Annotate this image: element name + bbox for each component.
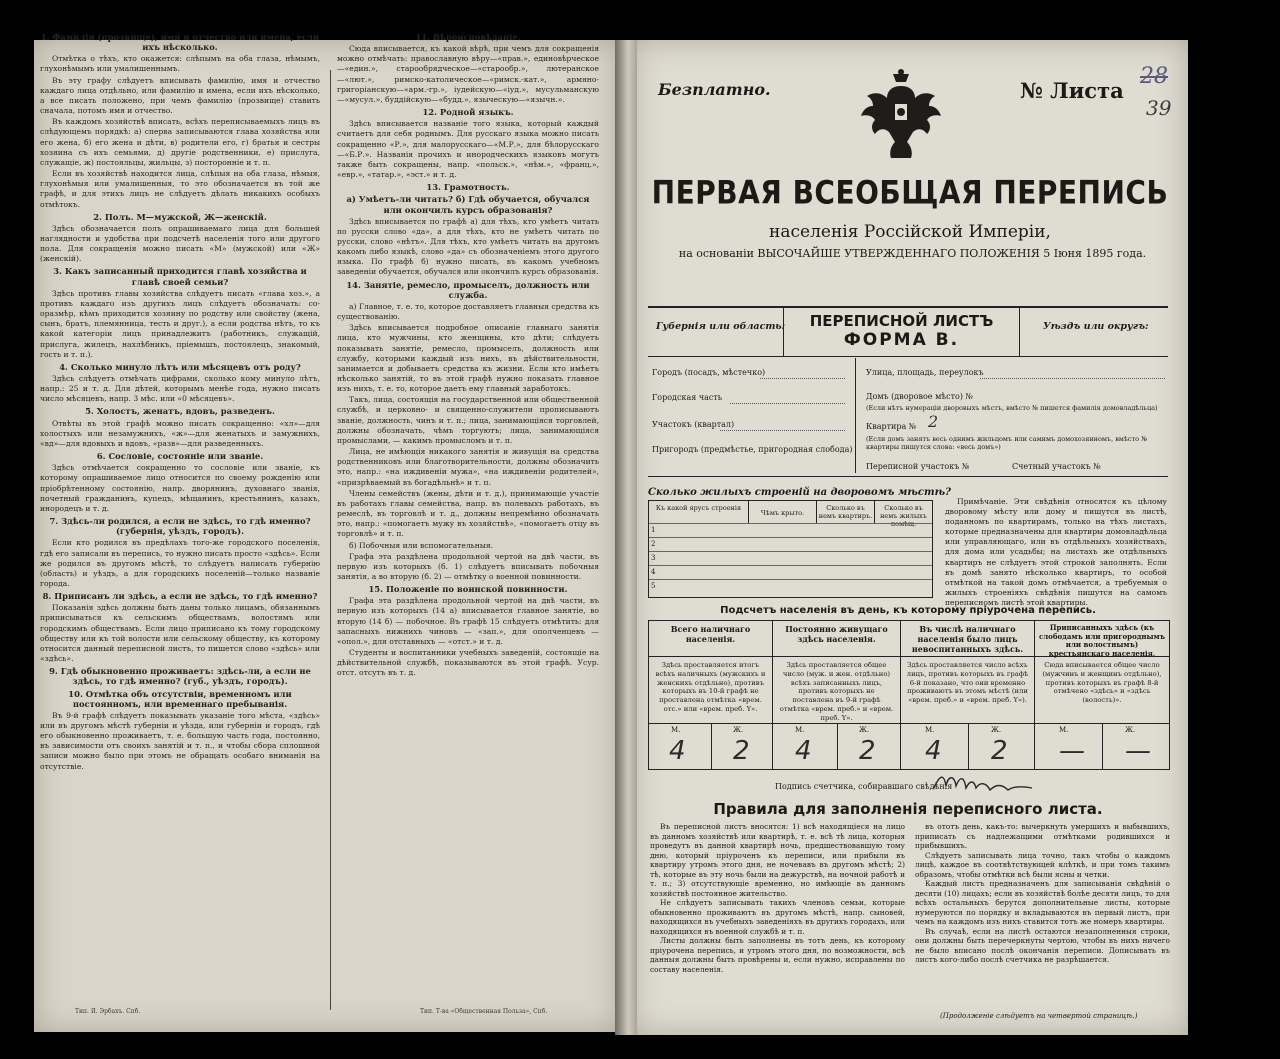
- section-heading: 5. Холостъ, женатъ, вдовъ, разведенъ.: [85, 406, 275, 417]
- paragraph: Здѣсь противъ главы хозяйства слѣдуетъ писать «глава хоз.», а противъ каждаго изъ другихъ лицъ слѣдуетъ обозначать: со-оразмѣр, кѣмъ приходится хозяину по родству или свойству (жена, сынъ, братъ, племянница, тесть и друг.), а если родства нѣтъ, то къ какой категоріи лицъ принадлежитъ (работникъ, служащій, прислуга, жилецъ, нахлѣбникъ, пріемышъ, постоялецъ, знакомый, гость и т. п.).: [40, 288, 320, 359]
- count-col-body: Здѣсь проставляется общее число (муж. и жен. отдѣльно) всѣхъ записанныхъ лицъ, противъ которыхъ не поставлена въ 9-й графѣ отмѣтка «врем. преб.» и «врем. преб. Y».: [779, 661, 894, 722]
- section-heading: 4. Сколько минуло лѣтъ или мѣсяцевъ отъ роду?: [59, 361, 301, 372]
- count-col-head: Постоянно живущаго здѣсь населенія.: [773, 621, 900, 657]
- dwell-row: 1: [649, 523, 932, 537]
- section-heading: а) Умѣетъ-ли читать? б) Гдѣ обучается, обучался или окончилъ курсъ образованія?: [346, 194, 590, 215]
- rule-paragraph: Въ переписной листъ вносятся: 1) всѣ находящіеся на лицо въ данномъ хозяйствѣ или квартирѣ, т. е. всѣ тѣ лица, которыя проведутъ въ данной квартирѣ ночь, предшествовавшую тому дню, который пріуроченъ къ переписи, или прибыли въ квартиру утромъ этого дня, не ночевавъ въ другомъ мѣстѣ; 2) тѣ, которые въ эту ночь были на дежурствѣ, на ночной работѣ и т. п.; 3) отсутствующіе временно, но имѣющіе въ данномъ хозяйствѣ постоянное жительство.: [650, 822, 905, 898]
- paragraph: Студенты и воспитанники учебныхъ заведеній, состоящіе на дѣйствительной службѣ, показываются въ этой графѣ. Усур. отст. отсутъ въ т. д.: [337, 648, 599, 678]
- section-heading: 9. Гдѣ обыкновенно проживаетъ: здѣсь-ли, а если не здѣсь, то гдѣ именно? (губ., уѣздъ, городъ).: [49, 666, 311, 687]
- rules-column-2: [915, 822, 1170, 1012]
- field-count-district: Счетный участокъ №: [1012, 462, 1101, 471]
- count-col-registered: [1035, 621, 1169, 769]
- paragraph: Здѣсь вписывается по графѣ а) для тѣхъ, кто умѣетъ читать по русски слово «да», а для тѣхъ, кто не умѣетъ читать по русски, слово «нѣтъ». Для тѣхъ, кто умѣетъ читать на другомъ какомъ либо языкѣ, слово «да» съ обозначеніемъ этого другого языка. По графѣ б) нужно писать, въ какомъ учебномъ заведеніи обучается, обучался или окончилъ курсъ образованія.: [337, 216, 599, 277]
- male-label: М.: [925, 726, 935, 734]
- paragraph: Показанія здѣсь должны быть даны только лицамъ, обязаннымъ приписываться къ сельскимъ обществамъ, волостямъ или городскимъ обществамъ. Если лицо приписано къ тому городскому обществу или къ той волости или сельскому обществу, къ которому относится данный переписной листъ, то пишется слово «здѣсь» или «здѣсь».: [40, 603, 320, 664]
- count-col-present: [649, 621, 773, 769]
- field-apartment-note: (Если домъ занятъ весь однимъ жильцомъ или самимъ домохозяиномъ, вмѣсто № квартиры пишутся слова: «весь домъ»): [866, 435, 1148, 451]
- form-title: ПЕРЕПИСНОЙ ЛИСТЪ: [809, 312, 994, 330]
- count-value-m: 4: [795, 736, 812, 766]
- paragraph: Такъ, лица, состоящія на государственной или общественной службѣ, и церковно- и священно-служители прописываютъ званіе, должность, чинъ и т. п.; лица, занимающіяся торговлей, должны обозначать, чѣмъ торгуютъ; лица, занимающіяся промыслами, — какимъ промысломъ и т. п.: [337, 395, 599, 445]
- paragraph: Въ эту графу слѣдуетъ вписывать фамилію, имя и отчество каждаго лица отдѣльно, или фамилію и имена, если ихъ нѣсколько, а все писать положено, при чемъ фамилію (прозвище) ставить сначала, потомъ имя и отчество.: [40, 75, 320, 116]
- apartment-value: 2: [928, 412, 939, 431]
- rule-paragraph: Листы должны быть заполнены въ тотъ день, къ которому пріурочена перепись, и утромъ этого дня, по возможности, всѣ данныя должны быть провѣрены и, если нужно, исправлены по составу населенія.: [650, 936, 905, 974]
- book-spine: [615, 40, 637, 1035]
- paragraph: Здѣсь слѣдуетъ отмѣчать цифрами, сколько кому минуло лѣтъ, напр.: 25 и т. д. Для дѣтей, которымъ менѣе года, нужно писать число мѣсяцевъ, напр. 3 мѣс. или «0 мѣсяцевъ».: [40, 374, 320, 404]
- imperial-eagle-emblem: [860, 68, 942, 164]
- count-col-head: Приписанныхъ здѣсь (къ слободамъ или пригороднымъ или волостнымъ) крестьянскаго населенія.: [1035, 621, 1169, 657]
- dwell-row: 4: [649, 565, 932, 579]
- section-heading: 12. Родной языкъ.: [422, 107, 514, 118]
- population-count-table: [648, 620, 1170, 770]
- rule-paragraph: въ ототъ день, какъ-то: вычеркнуть умершихъ и выбывшихъ, приписать съ надлежащими отмѣтками родившихся и прибывшихъ.: [915, 822, 1170, 850]
- paragraph: Здѣсь вписывается названіе того языка, который каждый считаетъ для себя роднымъ. Для русскаго языка можно писать сокращенно «Р.», для малорусскаго—«М.Р.», для бѣлорусскаго—«Б.Р.». Названія прочихъ и инородческихъ языковъ могутъ также быть сокращены, напр. «польск.», «нѣм.», «франц.», «евр.», «татар.», «эст.» и т. д.: [337, 119, 599, 180]
- paragraph: Здѣсь вписывается подробное описаніе главнаго занятія лица, кто мужчины, кто женщины, кто дѣти; слѣдуетъ показывать занятіе, ремесло, промыселъ, должность или службу, которыми каждый изъ нихъ, въ дѣйствительности, занимается и добываетъ средства къ жизни. Если кто имѣетъ нѣсколько занятій, то въ этой графѣ нужно показать главное изъ нихъ, т. е. то, которое даетъ ему главный заработокъ.: [337, 323, 599, 394]
- paragraph: Здѣсь отмѣчается сокращенно то сословіе или званіе, къ которому опрашиваемое лицо относится по своему рожденію или пріобрѣтенному состоянію, напр. дворянинъ, духовнаго званія, почетный гражданинъ, купецъ, мѣщанинъ, крестьянинъ, казакъ, инородецъ и т. д.: [40, 463, 320, 513]
- section-heading: 14. Занятіе, ремесло, промыселъ, должность или служба.: [346, 279, 590, 300]
- count-col-resident: [773, 621, 901, 769]
- paragraph: Лица, не имѣющія никакого занятія и живущія на средства родственниковъ или благотворительности, должны обозначить это, напр.: «на иждивеніи мужа», «на иждивеніи родителей», «призрѣваемый въ богадѣльнѣ» и т. п.: [337, 447, 599, 487]
- dwellings-table: [648, 500, 933, 598]
- section-heading: 13. Грамотность.: [426, 182, 510, 193]
- count-col-body: Сюда вписывается общее число (мужчинъ и женщинъ отдѣльно), противъ которыхъ въ графѣ 8-й отмѣчено «здѣсь» и «здѣсь (волость)».: [1042, 661, 1162, 705]
- printer-footer-left: Тип. Я. Эрбахъ. Спб.: [75, 1008, 141, 1015]
- paragraph: б) Побочныя или вспомогательныя.: [349, 540, 494, 550]
- rule-paragraph: Слѣдуетъ записывать лица точно, такъ чтобы о каждомъ лицѣ, каждое въ соотвѣтствующей клѣткѣ, и при томъ такимъ образомъ, чтобы отмѣтки всѣ были ясны и четки.: [915, 850, 1170, 879]
- count-col-transient: [901, 621, 1035, 769]
- rules-column-1: [650, 822, 905, 1012]
- dwell-col-apartments: Сколько въ немъ квартиръ.: [817, 501, 875, 523]
- instructions-column-2: [337, 30, 599, 978]
- census-title: ПЕРВАЯ ВСЕОБЩАЯ ПЕРЕПИСЬ: [651, 173, 1169, 212]
- enumerator-signature: [930, 770, 1040, 796]
- paragraph: Въ 9-й графѣ слѣдуетъ показывать указаніе того мѣста, «здѣсь» или въ другомъ мѣстѣ губерніи и уѣзда, или губерніи и городъ, гдѣ его обыкновенно проживаетъ, т. е. большую часть года, постоянно, въ зависимости отъ своихъ занятій и т. п., и чтобы сбора сплошной записи можно было при этомъ не обращать особаго вниманія на отсутствіе.: [40, 710, 320, 771]
- count-value-f: 2: [859, 736, 876, 766]
- field-street: Улица, площадь, переулокъ: [866, 368, 984, 377]
- paragraph: Здѣсь обозначается полъ опрашиваемаго лица для большей наглядности и удобства при подсчетѣ населенія того или другого пола. Для сокращенія можно писать «М» (мужской) или «Ж» (женскій).: [40, 223, 320, 264]
- uezd-label: Уѣздъ или округъ:: [1043, 321, 1149, 332]
- paragraph: Если въ хозяйствѣ находится лица, слѣпыя на оба глаза, нѣмыя, глухонѣмыя или умалишенныя, то это обозначается въ той же графѣ, и для этихъ лицъ не слѣдуетъ дѣлать никакихъ особыхъ отмѣтокъ.: [40, 169, 320, 209]
- section-heading: 3. Какъ записанный приходится главѣ хозяйства и главѣ своей семьи?: [53, 266, 307, 287]
- rules-title: Правила для заполненія переписного листа.: [713, 800, 1103, 818]
- column-divider: [330, 70, 331, 1010]
- paragraph: Отмѣтка о тѣхъ, кто окажется: слѣпымъ на оба глаза, нѣмымъ, глухонѣмымъ или умалишеннымъ.: [40, 54, 320, 74]
- free-of-charge-label: Безплатно.: [658, 80, 771, 99]
- continued-note: (Продолженіе слѣдуетъ на четвертой страницѣ.): [940, 1012, 1138, 1020]
- male-label: М.: [795, 726, 805, 734]
- count-col-head: Въ числѣ наличнаго населенія было лицъ невоспитанныхъ здѣсь.: [901, 621, 1034, 657]
- sheet-number: 39: [1146, 96, 1172, 120]
- section-heading: 10. Отмѣтка объ отсутствіи, временномъ или постоянномъ, или временнаго пребыванія.: [68, 688, 292, 709]
- rule-paragraph: Въ случаѣ, если на листѣ остаются незаполненныя строки, они должны быть перечеркнуты чертою, чтобы въ нихъ ничего не было вписано послѣ окончанія переписи. Дописывать въ листъ кого-либо послѣ счетчика не разрѣшается.: [915, 926, 1170, 964]
- rule-paragraph: Не слѣдуетъ записывать такихъ членовъ семьи, которые обыкновенно проживаютъ въ другомъ мѣстѣ, напр. сыновей, находящихся въ учебныхъ заведеніяхъ въ другихъ городахъ, или находящихся въ военной службѣ и т. п.: [650, 898, 905, 936]
- paragraph: Въ каждомъ хозяйствѣ вписать, всѣхъ переписываемыхъ лицъ въ слѣдующемъ порядкѣ: а) сперва записываются глава хозяйства или его жена, б) его жена и дѣти, в) родители его, г) братья и сестры хозяина съ ихъ семьями, д) другіе родственники, е) прислуга, служащіе, ж) постояльцы, жильцы, з) посторонніе и т. п.: [40, 117, 320, 167]
- count-col-head: Всего наличнаго населенія.: [649, 621, 772, 657]
- male-label: М.: [1059, 726, 1069, 734]
- count-value-f: 2: [733, 736, 750, 766]
- field-census-district: Переписной участокъ №: [866, 462, 970, 471]
- census-subtitle: населенія Россійской Имперіи,: [769, 222, 1051, 242]
- female-label: Ж.: [991, 726, 1002, 734]
- field-suburb: Пригородъ (предмѣстье, пригородная слобода): [652, 445, 853, 454]
- dwell-row: 3: [649, 551, 932, 565]
- count-value-f: 2: [991, 736, 1008, 766]
- dwell-col-rooms: Сколько въ немъ жилыхъ помѣщ.: [880, 504, 927, 528]
- section-heading: 7. Здѣсь-ли родился, а если не здѣсь, то гдѣ именно? (губернія, уѣздъ, городъ).: [49, 516, 311, 537]
- field-city-part: Городская часть: [652, 393, 723, 402]
- paragraph: Сюда вписывается, къ какой вѣрѣ, при чемъ для сокращенія можно отмѣчать: православную вѣру—«прав.», единовѣрческое—«един.», старообрядческое—«старообр.», лютеранское—«лют.», римско-католическое—«римск.-кат.», армяно-григоріанскую—«арм.-гр.», іудейскую—«іуд.», мусульманскую—«мусул.», буддійскую—«будд.», языческую—«язычн.».: [337, 44, 599, 104]
- form-header-box: [648, 306, 1168, 357]
- field-block: Участокъ (квартал): [652, 420, 735, 429]
- count-col-body: Здѣсь проставляется число всѣхъ лицъ, противъ которыхъ въ графѣ 6-й показано, что они временно проживаютъ въ этомъ мѣстѣ (или «врем. преб.» и «врем. преб. Y»).: [906, 661, 1029, 705]
- field-house-note: (Если нѣтъ нумераціи дворовыхъ мѣстъ, вмѣсто № пишется фамилія домовладѣльца): [866, 404, 1158, 412]
- guberniya-label: Губернія или область:: [656, 321, 786, 332]
- paragraph: Члены семействъ (жены, дѣти и т. д.), принимающіе участіе въ работахъ главы семейства, напр. въ полевыхъ работахъ, въ ремеслѣ, въ торговлѣ и т. д., должны непремѣнно обозначать это, напр.: «помогаетъ мужу въ хозяйствѣ», «помогаетъ отцу въ торговлѣ» и т. п.: [337, 488, 599, 539]
- female-label: Ж.: [1125, 726, 1136, 734]
- census-basis: на основаніи ВЫСОЧАЙШЕ УТВЕРЖДЕННАГО ПОЛОЖЕНІЯ 5 Іюня 1895 года.: [678, 247, 1147, 260]
- male-label: М.: [671, 726, 681, 734]
- count-value-m: 4: [925, 736, 942, 766]
- rule-paragraph: Каждый листъ предназначенъ для записыванія свѣдѣній о десяти (10) лицахъ; если въ хозяйствѣ болѣе десяти лицъ, то для всѣхъ остальныхъ берутся дополнительные листы, которые нумеруются по порядку и вкладываются въ первый листъ, при чемъ на каждомъ изъ нихъ ставится тотъ же номеръ квартиры.: [915, 879, 1170, 926]
- paragraph: Графа эта раздѣлена продольной чертой на двѣ части, въ первую изъ которыхъ (14 а) вписывается главное занятіе, во вторую (14 б) — побочное. Въ графѣ 15 слѣдуетъ отмѣтить: для запасныхъ нижнихъ чиновъ — «зап.», для ополченцевъ — «опол.», для отставныхъ — «отст.» и т. д.: [337, 596, 599, 646]
- count-value-f: —: [1125, 736, 1151, 766]
- form-code: ФОРМА В.: [843, 330, 960, 350]
- field-city: Городъ (посадъ, мѣстечко): [652, 368, 766, 377]
- instructions-column-1: [40, 30, 320, 978]
- count-value-m: 4: [669, 736, 686, 766]
- count-value-m: —: [1059, 736, 1085, 766]
- field-apartment: Квартира №: [866, 422, 917, 431]
- signature-label: Подпись счетчика, собиравшаго свѣдѣнія: [775, 782, 953, 791]
- dwell-row: 5: [649, 579, 932, 596]
- sheet-number-old: 28: [1140, 64, 1168, 89]
- dwellings-heading: Сколько жилыхъ строеній на дворовомъ мѣстѣ?: [648, 487, 951, 498]
- dwell-col-tier: Къ какой ярусъ строенія: [649, 501, 749, 523]
- paragraph: а) Главное, т. е. то, которое доставляетъ главныя средства къ существованію.: [337, 301, 599, 322]
- field-house: Домъ (дворовое мѣсто) №: [866, 392, 974, 401]
- section-heading: 8. Приписанъ ли здѣсь, а если не здѣсь, то гдѣ именно?: [42, 591, 318, 602]
- dwell-col-roof: Чѣмъ крыто.: [749, 501, 817, 523]
- section-heading: 2. Полъ. М—мужской, Ж—женскій.: [93, 211, 267, 222]
- dwellings-note: Примѣчаніе. Эти свѣдѣнія относятся къ цѣлому дворовому мѣсту или дому и пишутся въ листѣ, поданномъ по квартирамъ, только на тѣхъ листахъ, которые предназначены для квартиры домовладѣльца или управляющаго, или въ отдѣльныхъ хозяйствахъ, для дома или усадьбы; на листахъ же отдѣльныхъ квартиръ не слѣдуетъ этой строкой заполнять. Если въ домѣ занято нѣсколько квартиръ, то особой отмѣткой на такой домъ отмѣчается, а требуемыя о жилыхъ строеніяхъ свѣдѣнія пишутся на самомъ переписномъ листѣ этой квартиры.: [945, 497, 1167, 607]
- paragraph: Если кто родился въ предѣлахъ того-же городского поселенія, гдѣ его записали въ перепись, то нужно писать просто «здѣсь». Если же родился въ другомъ мѣстѣ, то слѣдуетъ написать губернію (область) и уѣздъ, а для городскихъ поселеній—только названіе города.: [40, 538, 320, 588]
- paragraph: Отвѣты въ этой графѣ можно писать сокращенно: «хл»—для холостыхъ или незамужнихъ, «ж»—для женатыхъ и замужнихъ, «вд»—для вдовыхъ и вдовъ, «разв»—для разведенныхъ.: [40, 418, 320, 448]
- section-heading: 6. Сословіе, состояніе или званіе.: [96, 451, 264, 462]
- count-col-body: Здѣсь проставляется итогъ всѣхъ наличныхъ (мужскихъ и женскихъ отдѣльно), противъ которыхъ въ 10-й графѣ не проставлена отмѣтка «врем. отс.» или «врем. преб. Y».: [655, 661, 766, 713]
- paragraph: Графа эта раздѣлена продольной чертой на двѣ части, въ первую изъ которыхъ (б. 1) слѣдуетъ вписывать побочныя занятія, а во вторую (б. 2) — отмѣтку о военной повинности.: [337, 551, 599, 581]
- female-label: Ж.: [859, 726, 870, 734]
- section-heading: 1. Фамилія (прозвище), имя и отчество или имена, если ихъ нѣсколько.: [40, 32, 320, 53]
- female-label: Ж.: [733, 726, 744, 734]
- sheet-number-label: № Листа: [1020, 78, 1124, 103]
- population-count-title: Подсчетъ населенія въ день, къ которому пріурочена перепись.: [720, 605, 1096, 616]
- section-heading: 11. Вѣроисповѣданіе.: [415, 32, 521, 42]
- form-title-cell: [783, 308, 1020, 356]
- section-heading: 15. Положеніе по воинской повинности.: [368, 584, 568, 595]
- printer-footer-right: Тип. Т-ва «Общественная Польза», Спб.: [420, 1008, 548, 1015]
- dwell-row: 2: [649, 537, 932, 551]
